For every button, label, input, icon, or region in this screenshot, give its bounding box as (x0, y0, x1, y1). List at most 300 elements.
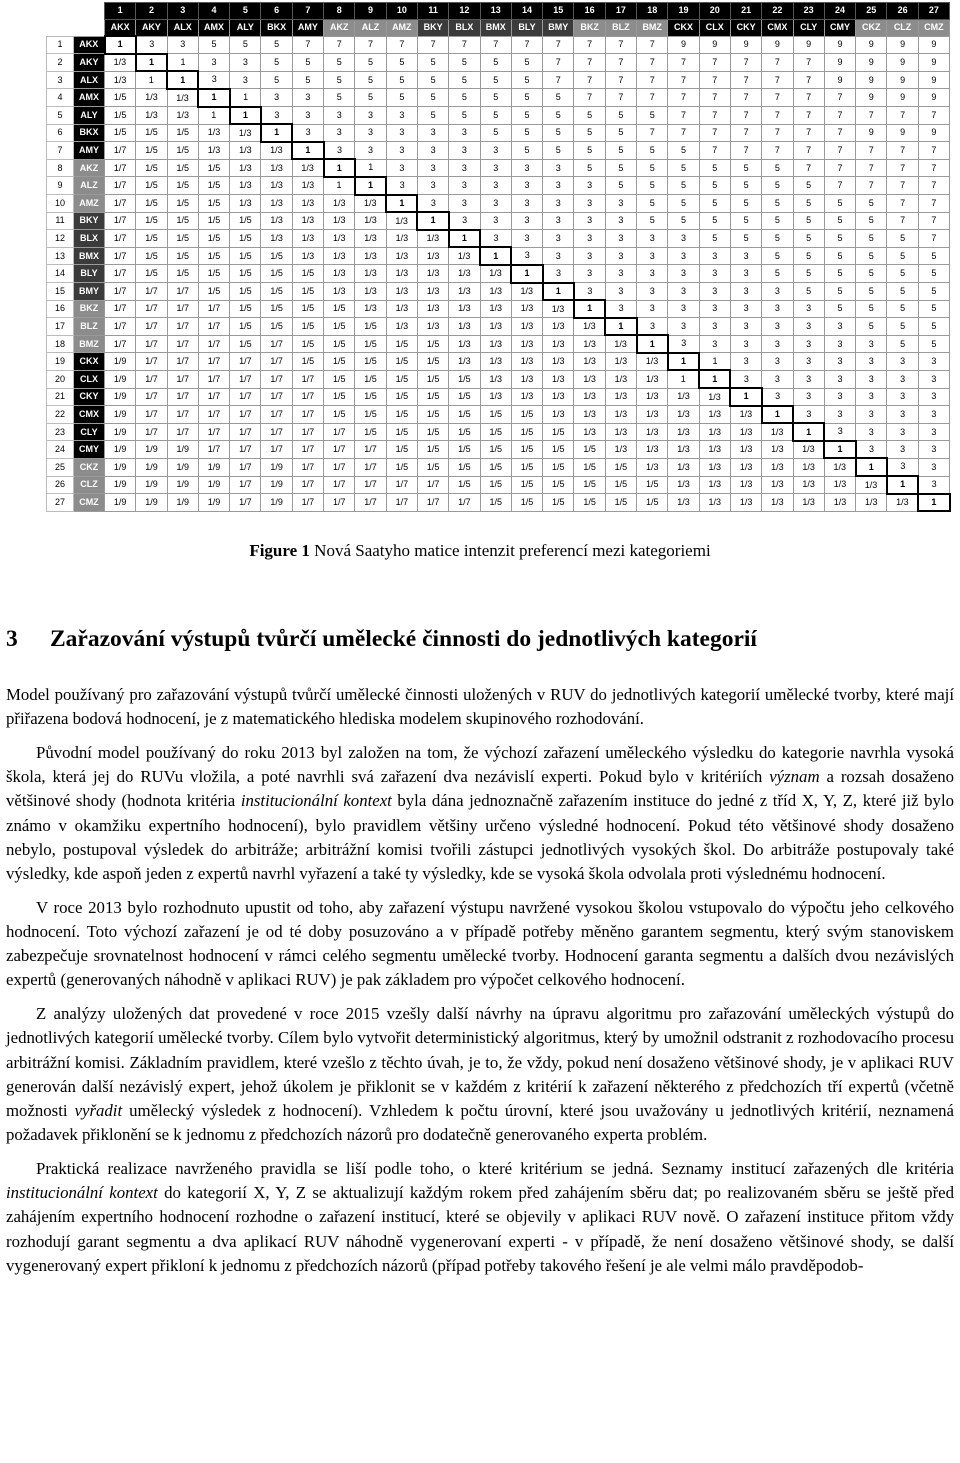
matrix-cell: 1/3 (449, 283, 480, 301)
matrix-row (47, 318, 950, 336)
matrix-cell: 1/3 (417, 247, 448, 265)
matrix-cell: 1/3 (292, 230, 323, 248)
matrix-cell: 1/5 (480, 458, 511, 476)
matrix-cell: 5 (918, 335, 949, 353)
matrix-cell: 1/3 (167, 89, 198, 107)
matrix-cell: 3 (824, 388, 855, 406)
matrix-cell: 5 (887, 247, 918, 265)
matrix-cell: 7 (887, 107, 918, 125)
matrix-cell: 1/5 (136, 159, 167, 177)
matrix-cell: 7 (637, 54, 668, 72)
row-number: 15 (47, 283, 74, 301)
matrix-cell: 1/9 (261, 476, 292, 494)
paragraph-3: V roce 2013 bylo rozhodnuto upustit od toho, aby zařazení výstupu navržené vysokou školou vstupovalo do výpočtu jeho celkového hodnocení. Toto výchozí zařazení je od té doby posuzováno a v případě potřeby měněno garantem segmentu, který svým stanoviskem zabezpečuje srovnatelnost hodnocení v rámci celého segmentu umělecké tvorby. Hodnocení garanta segmentu a dalších dvou nezávislých expertů (generovaných náhodně v aplikaci RUV) je pak základem pro výpočet celkového hodnocení. (6, 897, 954, 990)
matrix-cell: 1/3 (511, 370, 542, 388)
matrix-cell: 5 (511, 107, 542, 125)
matrix-cell: 3 (668, 283, 699, 301)
matrix-cell: 1/7 (136, 283, 167, 301)
matrix-cell: 5 (543, 124, 574, 142)
matrix-cell: 5 (292, 71, 323, 89)
matrix-cell: 1/7 (198, 335, 229, 353)
matrix-cell: 1/5 (167, 247, 198, 265)
row-code: AMZ (74, 195, 105, 213)
row-code: BLY (74, 265, 105, 283)
column-code: ALX (167, 19, 198, 36)
matrix-cell: 3 (480, 212, 511, 230)
matrix-cell: 5 (824, 230, 855, 248)
matrix-cell: 9 (762, 36, 793, 54)
matrix-cell: 3 (605, 247, 636, 265)
matrix-cell: 7 (668, 107, 699, 125)
matrix-cell: 7 (793, 124, 824, 142)
matrix-cell: 3 (292, 89, 323, 107)
matrix-cell: 5 (637, 159, 668, 177)
matrix-cell: 1/9 (136, 476, 167, 494)
column-number: 7 (292, 3, 323, 20)
matrix-cell: 1/9 (167, 441, 198, 459)
row-number: 7 (47, 142, 74, 160)
matrix-row (47, 300, 950, 318)
matrix-cell: 5 (856, 247, 887, 265)
matrix-cell: 1/7 (198, 423, 229, 441)
matrix-cell: 5 (511, 54, 542, 72)
matrix-cell: 3 (417, 195, 448, 213)
matrix-cell: 3 (824, 406, 855, 424)
matrix-cell: 1/7 (136, 300, 167, 318)
matrix-cell: 1/7 (261, 388, 292, 406)
matrix-cell: 1/7 (230, 458, 261, 476)
matrix-cell: 5 (887, 265, 918, 283)
matrix-cell: 1/9 (136, 441, 167, 459)
matrix-cell: 1/7 (105, 318, 136, 336)
matrix-cell: 1/3 (417, 265, 448, 283)
matrix-cell: 1/3 (605, 388, 636, 406)
matrix-cell: 1/7 (355, 494, 386, 512)
matrix-cell: 5 (449, 107, 480, 125)
row-number: 17 (47, 318, 74, 336)
diagonal-cell: 1 (261, 124, 292, 142)
matrix-cell: 3 (386, 159, 417, 177)
matrix-row (47, 494, 950, 512)
matrix-cell: 5 (856, 212, 887, 230)
matrix-cell: 1/9 (105, 370, 136, 388)
matrix-cell: 3 (762, 300, 793, 318)
matrix-cell: 5 (918, 318, 949, 336)
matrix-cell: 1/3 (386, 265, 417, 283)
matrix-cell: 1/7 (198, 388, 229, 406)
matrix-cell: 3 (511, 212, 542, 230)
diagonal-cell: 1 (887, 476, 918, 494)
matrix-cell: 1/7 (261, 441, 292, 459)
matrix-cell: 1/3 (355, 265, 386, 283)
matrix-cell: 3 (198, 71, 229, 89)
matrix-cell: 7 (605, 71, 636, 89)
matrix-cell: 3 (574, 212, 605, 230)
matrix-cell: 1/3 (543, 406, 574, 424)
column-number: 10 (386, 3, 417, 20)
matrix-cell: 1/5 (574, 458, 605, 476)
matrix-cell: 5 (887, 300, 918, 318)
matrix-cell: 1/7 (105, 283, 136, 301)
row-code: ALX (74, 71, 105, 89)
matrix-cell: 1/3 (762, 458, 793, 476)
matrix-cell: 1/7 (261, 423, 292, 441)
column-number: 23 (793, 3, 824, 20)
matrix-cell: 1/7 (105, 300, 136, 318)
matrix-cell: 1/3 (449, 247, 480, 265)
matrix-cell: 1/3 (762, 494, 793, 512)
matrix-cell: 1/3 (449, 318, 480, 336)
matrix-cell: 1/5 (449, 441, 480, 459)
column-number: 25 (856, 3, 887, 20)
matrix-cell: 3 (605, 212, 636, 230)
matrix-cell: 1/3 (730, 458, 761, 476)
matrix-cell: 1/5 (480, 441, 511, 459)
column-code: AMX (198, 19, 229, 36)
row-number: 24 (47, 441, 74, 459)
column-code: CMX (762, 19, 793, 36)
matrix-cell: 1/5 (324, 353, 355, 371)
matrix-cell: 1/3 (668, 476, 699, 494)
matrix-cell: 9 (824, 54, 855, 72)
matrix-cell: 1 (355, 159, 386, 177)
matrix-cell: 1/9 (261, 458, 292, 476)
matrix-cell: 5 (918, 300, 949, 318)
matrix-cell: 1/5 (543, 458, 574, 476)
matrix-cell: 1/9 (167, 476, 198, 494)
matrix-cell: 1/5 (574, 441, 605, 459)
matrix-cell: 3 (762, 318, 793, 336)
matrix-cell: 1/3 (574, 335, 605, 353)
column-number: 6 (261, 3, 292, 20)
matrix-cell: 9 (887, 36, 918, 54)
matrix-cell: 9 (856, 54, 887, 72)
matrix-cell: 1/5 (355, 335, 386, 353)
matrix-row (47, 142, 950, 160)
column-number: 8 (324, 3, 355, 20)
matrix-cell: 3 (793, 300, 824, 318)
diagonal-cell: 1 (699, 370, 730, 388)
matrix-cell: 1/5 (386, 423, 417, 441)
matrix-cell: 1/5 (167, 212, 198, 230)
matrix-cell: 5 (543, 142, 574, 160)
matrix-cell: 3 (824, 423, 855, 441)
row-number: 27 (47, 494, 74, 512)
matrix-cell: 1/5 (324, 406, 355, 424)
matrix-cell: 7 (605, 54, 636, 72)
column-code: CMY (824, 19, 855, 36)
matrix-cell: 1/9 (136, 458, 167, 476)
diagonal-cell: 1 (730, 388, 761, 406)
matrix-cell: 7 (699, 124, 730, 142)
matrix-cell: 5 (918, 265, 949, 283)
matrix-cell: 3 (605, 265, 636, 283)
row-number: 2 (47, 54, 74, 72)
matrix-cell: 1/3 (637, 441, 668, 459)
row-number: 19 (47, 353, 74, 371)
matrix-cell: 3 (449, 142, 480, 160)
matrix-cell: 1/7 (324, 458, 355, 476)
matrix-cell: 1/3 (730, 441, 761, 459)
matrix-cell: 1/3 (417, 300, 448, 318)
matrix-cell: 7 (824, 159, 855, 177)
matrix-cell: 3 (417, 159, 448, 177)
matrix-cell: 7 (856, 142, 887, 160)
matrix-cell: 3 (480, 142, 511, 160)
matrix-cell: 3 (918, 370, 949, 388)
section-title: Zařazování výstupů tvůrčí umělecké činnosti do jednotlivých kategorií (50, 626, 757, 652)
matrix-cell: 5 (824, 300, 855, 318)
diagonal-cell: 1 (762, 406, 793, 424)
column-number: 1 (105, 3, 136, 20)
matrix-row (47, 54, 950, 72)
matrix-cell: 1/3 (261, 212, 292, 230)
matrix-cell: 5 (824, 247, 855, 265)
matrix-cell: 3 (856, 441, 887, 459)
row-number: 26 (47, 476, 74, 494)
matrix-row (47, 159, 950, 177)
matrix-cell: 1 (699, 353, 730, 371)
matrix-cell: 3 (261, 107, 292, 125)
diagonal-cell: 1 (480, 247, 511, 265)
matrix-cell: 5 (730, 177, 761, 195)
matrix-cell: 3 (918, 406, 949, 424)
matrix-cell: 3 (699, 300, 730, 318)
matrix-cell: 1/3 (699, 476, 730, 494)
matrix-cell: 7 (730, 54, 761, 72)
matrix-cell: 5 (856, 230, 887, 248)
matrix-cell: 1/7 (167, 388, 198, 406)
matrix-cell: 1/5 (355, 406, 386, 424)
matrix-cell: 5 (511, 124, 542, 142)
matrix-cell: 1/3 (574, 353, 605, 371)
matrix-cell: 1/3 (417, 318, 448, 336)
row-code: BLX (74, 230, 105, 248)
matrix-cell: 3 (856, 353, 887, 371)
matrix-cell: 3 (793, 370, 824, 388)
matrix-cell: 1/3 (605, 423, 636, 441)
matrix-cell: 3 (417, 177, 448, 195)
matrix-cell: 1/3 (887, 494, 918, 512)
matrix-cell: 1/5 (543, 441, 574, 459)
matrix-cell: 1/3 (386, 283, 417, 301)
matrix-cell: 1/5 (136, 124, 167, 142)
matrix-cell: 7 (762, 107, 793, 125)
matrix-cell: 3 (730, 300, 761, 318)
matrix-cell: 9 (918, 89, 949, 107)
matrix-cell: 1/3 (605, 353, 636, 371)
figure-caption-text: Nová Saatyho matice intenzit preferencí mezi kategoriemi (314, 541, 711, 560)
row-code: BKY (74, 212, 105, 230)
row-code: CKY (74, 388, 105, 406)
matrix-cell: 7 (793, 71, 824, 89)
matrix-row (47, 212, 950, 230)
matrix-cell: 1/3 (856, 494, 887, 512)
matrix-cell: 7 (699, 54, 730, 72)
matrix-cell: 1/5 (543, 494, 574, 512)
body-text (6, 683, 954, 1288)
matrix-cell: 1/5 (198, 247, 229, 265)
row-number: 12 (47, 230, 74, 248)
matrix-cell: 5 (324, 89, 355, 107)
matrix-cell: 1/3 (730, 494, 761, 512)
matrix-cell: 1/3 (511, 353, 542, 371)
matrix-cell: 3 (762, 353, 793, 371)
matrix-cell: 3 (230, 54, 261, 72)
matrix-cell: 1/5 (136, 247, 167, 265)
matrix-cell: 1/5 (543, 423, 574, 441)
matrix-cell: 1/5 (511, 423, 542, 441)
matrix-cell: 1/5 (605, 476, 636, 494)
matrix-cell: 1/3 (136, 89, 167, 107)
matrix-cell: 3 (824, 353, 855, 371)
matrix-cell: 3 (230, 71, 261, 89)
matrix-cell: 5 (449, 89, 480, 107)
matrix-cell: 1/5 (198, 230, 229, 248)
matrix-cell: 1/5 (292, 318, 323, 336)
matrix-cell: 1/7 (105, 230, 136, 248)
matrix-cell: 5 (574, 142, 605, 160)
matrix-cell: 1/3 (699, 406, 730, 424)
column-number-row (47, 3, 950, 20)
matrix-cell: 3 (386, 124, 417, 142)
matrix-corner (47, 19, 74, 36)
matrix-cell: 1 (167, 54, 198, 72)
saaty-matrix-table (46, 2, 951, 512)
matrix-cell: 5 (355, 71, 386, 89)
matrix-cell: 3 (730, 283, 761, 301)
matrix-cell: 1/9 (198, 458, 229, 476)
matrix-cell: 3 (887, 353, 918, 371)
matrix-cell: 1/3 (167, 107, 198, 125)
matrix-cell: 5 (793, 195, 824, 213)
matrix-cell: 1/7 (230, 370, 261, 388)
matrix-cell: 1/3 (355, 230, 386, 248)
matrix-cell: 1/7 (136, 335, 167, 353)
matrix-cell: 1/5 (261, 300, 292, 318)
matrix-cell: 1/7 (292, 423, 323, 441)
column-number: 26 (887, 3, 918, 20)
matrix-cell: 5 (856, 300, 887, 318)
matrix-cell: 1/5 (167, 195, 198, 213)
matrix-cell: 3 (668, 335, 699, 353)
matrix-cell: 3 (574, 265, 605, 283)
matrix-cell: 1/3 (699, 388, 730, 406)
matrix-cell: 3 (386, 107, 417, 125)
diagonal-cell: 1 (574, 300, 605, 318)
matrix-cell: 9 (918, 36, 949, 54)
matrix-cell: 1/3 (386, 247, 417, 265)
matrix-cell: 1/3 (824, 494, 855, 512)
matrix-cell: 3 (730, 353, 761, 371)
matrix-cell: 3 (449, 212, 480, 230)
row-number: 6 (47, 124, 74, 142)
matrix-cell: 7 (730, 71, 761, 89)
matrix-row (47, 423, 950, 441)
matrix-cell: 3 (605, 300, 636, 318)
diagonal-cell: 1 (417, 212, 448, 230)
matrix-cell: 1/3 (261, 230, 292, 248)
column-number: 15 (543, 3, 574, 20)
matrix-cell: 1/5 (167, 159, 198, 177)
matrix-cell: 3 (856, 423, 887, 441)
matrix-cell: 1/7 (292, 476, 323, 494)
column-code: BKZ (574, 19, 605, 36)
matrix-cell: 1/3 (230, 159, 261, 177)
matrix-cell: 5 (574, 124, 605, 142)
matrix-cell: 3 (699, 265, 730, 283)
row-code: BLZ (74, 318, 105, 336)
matrix-cell: 1/5 (386, 406, 417, 424)
matrix-cell: 3 (543, 247, 574, 265)
matrix-cell: 7 (918, 177, 949, 195)
matrix-cell: 1/5 (386, 370, 417, 388)
saaty-matrix-figure (46, 2, 951, 512)
matrix-cell: 1/7 (167, 353, 198, 371)
matrix-cell: 5 (511, 71, 542, 89)
matrix-cell: 7 (574, 54, 605, 72)
matrix-cell: 7 (762, 54, 793, 72)
matrix-cell: 7 (699, 89, 730, 107)
matrix-cell: 7 (730, 124, 761, 142)
matrix-cell: 1/9 (198, 494, 229, 512)
matrix-cell: 5 (324, 54, 355, 72)
matrix-cell: 1/7 (324, 476, 355, 494)
row-code: BMY (74, 283, 105, 301)
matrix-cell: 1/7 (449, 494, 480, 512)
matrix-cell: 1/9 (105, 494, 136, 512)
matrix-cell: 3 (887, 370, 918, 388)
matrix-cell: 1/3 (543, 335, 574, 353)
matrix-cell: 1/5 (449, 370, 480, 388)
matrix-cell: 7 (355, 36, 386, 54)
matrix-cell: 5 (417, 89, 448, 107)
matrix-cell: 1/5 (605, 458, 636, 476)
matrix-cell: 1/7 (292, 388, 323, 406)
matrix-cell: 7 (887, 195, 918, 213)
matrix-cell: 1/9 (105, 458, 136, 476)
matrix-cell: 1/3 (230, 195, 261, 213)
matrix-cell: 7 (668, 71, 699, 89)
column-code: ALZ (355, 19, 386, 36)
matrix-cell: 1/5 (417, 353, 448, 371)
matrix-cell: 7 (824, 142, 855, 160)
matrix-cell: 1/3 (324, 247, 355, 265)
matrix-cell: 1/5 (105, 107, 136, 125)
matrix-cell: 7 (762, 124, 793, 142)
matrix-cell: 1/9 (136, 494, 167, 512)
matrix-cell: 3 (699, 318, 730, 336)
matrix-cell: 1/3 (480, 300, 511, 318)
row-number: 11 (47, 212, 74, 230)
matrix-cell: 9 (887, 124, 918, 142)
matrix-cell: 3 (261, 89, 292, 107)
matrix-cell: 1/3 (511, 388, 542, 406)
matrix-cell: 1/3 (637, 370, 668, 388)
matrix-cell: 7 (386, 36, 417, 54)
matrix-cell: 5 (730, 230, 761, 248)
matrix-cell: 7 (824, 177, 855, 195)
matrix-cell: 1/9 (198, 476, 229, 494)
matrix-cell: 3 (449, 124, 480, 142)
matrix-cell: 7 (511, 36, 542, 54)
matrix-cell: 1/3 (699, 494, 730, 512)
matrix-cell: 5 (261, 54, 292, 72)
matrix-cell: 3 (824, 370, 855, 388)
matrix-cell: 9 (918, 71, 949, 89)
matrix-cell: 3 (574, 247, 605, 265)
matrix-cell: 3 (887, 388, 918, 406)
